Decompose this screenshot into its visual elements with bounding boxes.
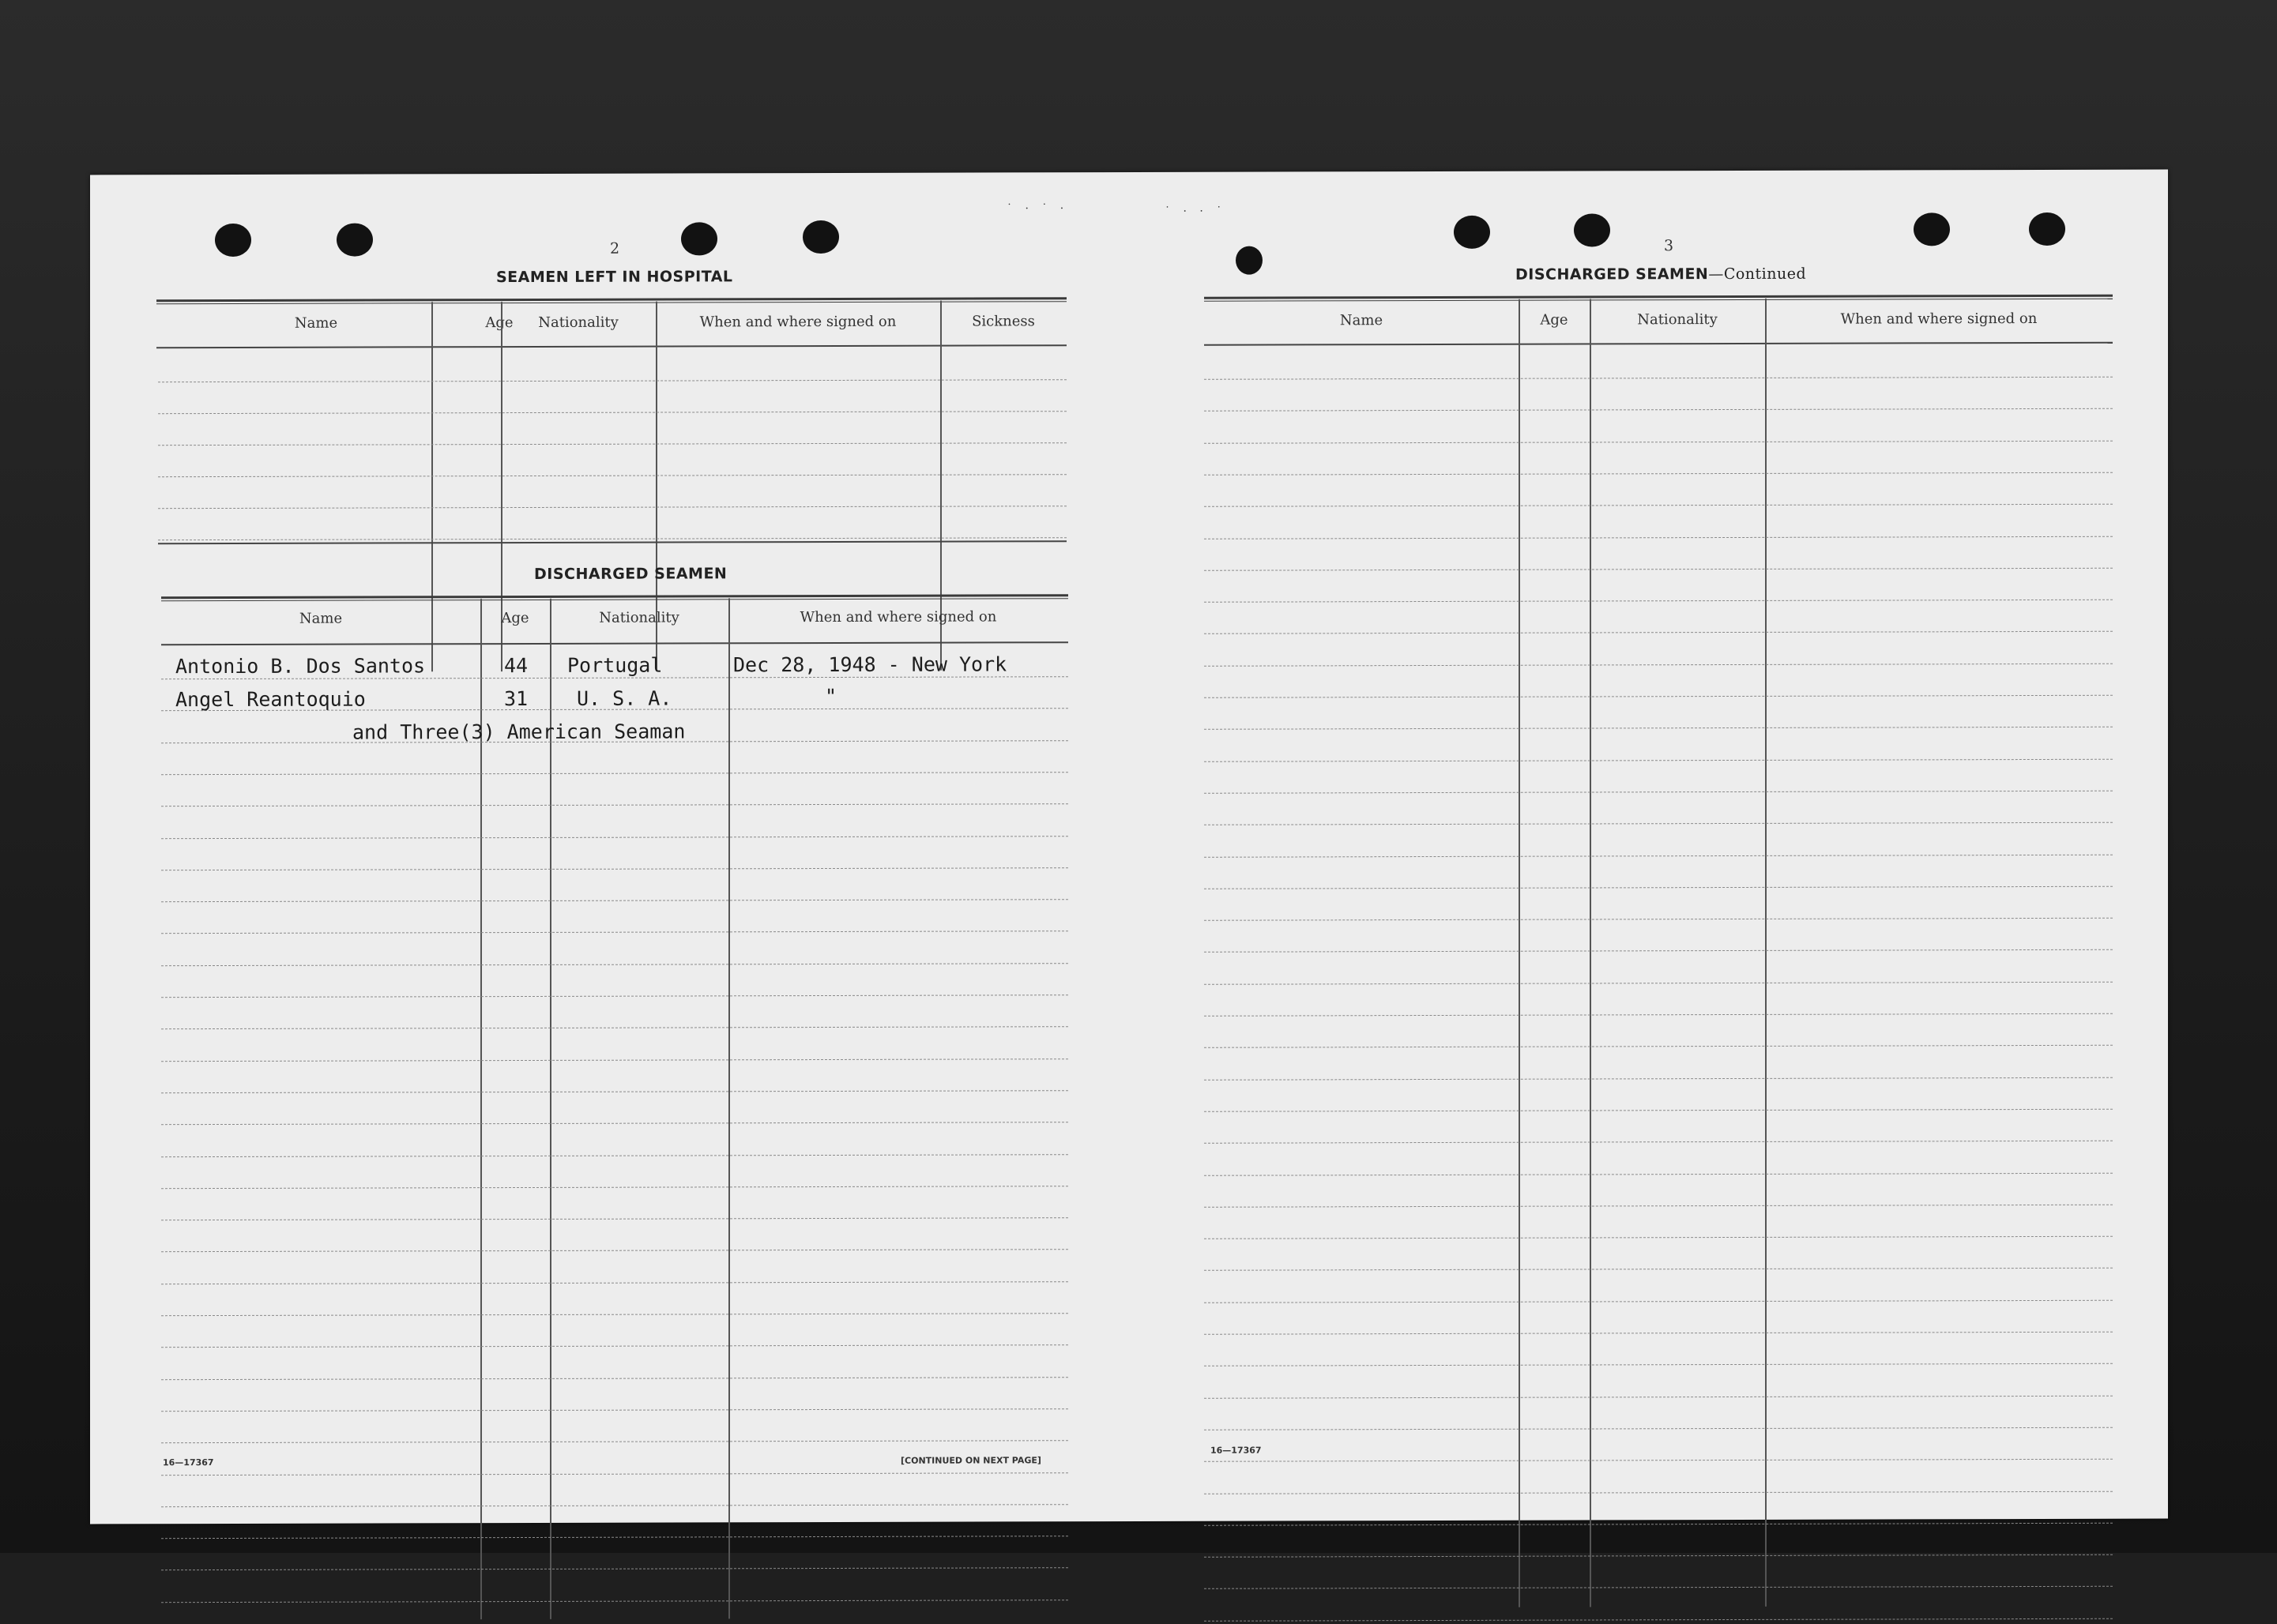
right-row-line (1204, 1299, 2113, 1303)
discharged-row-line (161, 867, 1068, 870)
discharged-row-name: Angel Reantoquio (175, 687, 366, 712)
discharged-row-line (161, 1154, 1068, 1157)
discharged-row-line (161, 772, 1068, 775)
right-row-line (1204, 1268, 2113, 1271)
hospital-section-title: SEAMEN LEFT IN HOSPITAL (496, 268, 733, 287)
hospital-header-signed-on: When and where signed on (699, 313, 897, 331)
hospital-header-nationality: Nationality (538, 314, 619, 331)
discharged-col-divider (550, 599, 551, 1619)
right-row-line (1204, 918, 2113, 921)
right-row-line (1204, 886, 2113, 889)
ink-specks: ˙ · ˙ · (1007, 202, 1069, 216)
discharged-top-rule (161, 594, 1068, 601)
hospital-row-line (158, 474, 1067, 477)
right-row-line (1204, 1141, 2113, 1144)
right-row-line (1204, 727, 2113, 730)
discharged-row-signed-on: Dec 28, 1948 - New York (733, 652, 1007, 677)
right-row-line (1204, 822, 2113, 825)
discharged-col-divider (480, 599, 482, 1619)
discharged-row-line (161, 1472, 1068, 1476)
continued-note: [CONTINUED ON NEXT PAGE] (901, 1455, 1041, 1466)
punch-hole-icon (2029, 212, 2065, 246)
discharged-row-line (161, 1122, 1068, 1125)
right-row-line (1204, 568, 2113, 571)
right-row-line (1204, 791, 2113, 794)
punch-hole-icon (1454, 216, 1490, 249)
punch-hole-icon (681, 222, 717, 255)
discharged-row-name: Antonio B. Dos Santos (175, 654, 426, 679)
right-row-line (1204, 663, 2113, 666)
right-header-signed-on: When and where signed on (1840, 310, 2038, 328)
left-form-number: 16—17367 (163, 1457, 214, 1468)
discharged-row-line (161, 931, 1068, 934)
discharged-header-signed-on: When and where signed on (800, 608, 997, 626)
right-row-line (1204, 1586, 2113, 1589)
right-header-age: Age (1540, 311, 1568, 329)
punch-hole-icon (1574, 213, 1610, 246)
discharged-row-line (161, 963, 1068, 966)
left-page-number: 2 (610, 239, 620, 258)
right-header-name: Name (1339, 312, 1383, 329)
discharged-row-signed-on: " (825, 684, 837, 709)
hospital-row-line (158, 442, 1067, 445)
discharged-row-line (161, 1408, 1068, 1412)
right-row-line (1204, 600, 2113, 603)
right-section-title (1515, 265, 1806, 284)
discharged-row-line (161, 1026, 1068, 1029)
hospital-row-line (158, 537, 1067, 540)
discharged-row-line (161, 1504, 1068, 1507)
hospital-header-name: Name (294, 314, 338, 332)
hospital-row-line (158, 411, 1067, 414)
right-row-line (1204, 1363, 2113, 1366)
right-row-line (1204, 1172, 2113, 1175)
right-col-divider (1765, 299, 1767, 1607)
discharged-row-line (161, 1186, 1068, 1189)
discharged-row-line (161, 1250, 1068, 1253)
right-row-line (1204, 1618, 2113, 1621)
discharged-row-nationality: U. S. A. (577, 686, 672, 710)
discharged-note: and Three(3) American Seaman (352, 720, 686, 744)
discharged-header-name: Name (299, 610, 343, 627)
right-row-line (1204, 472, 2113, 476)
right-row-line (1204, 1045, 2113, 1048)
punch-hole-icon (1236, 246, 1263, 275)
ink-specks: ˙ · · ˙ (1165, 205, 1227, 218)
document-sheet (90, 170, 2168, 1524)
discharged-header-age: Age (501, 609, 529, 627)
discharged-row-line (161, 1440, 1068, 1443)
right-row-line (1204, 1236, 2113, 1239)
hospital-row-line (158, 506, 1067, 509)
right-top-rule (1204, 295, 2113, 302)
right-form-number: 16—17367 (1210, 1445, 1262, 1456)
punch-hole-icon (215, 224, 251, 257)
right-col-divider (1519, 299, 1520, 1607)
discharged-row-line (161, 1090, 1068, 1093)
right-title-suffix: —Continued (1708, 265, 1807, 284)
right-row-line (1204, 1109, 2113, 1112)
discharged-row-line (161, 1313, 1068, 1316)
right-row-line (1204, 1427, 2113, 1430)
right-row-line (1204, 981, 2113, 984)
right-row-line (1204, 1491, 2113, 1494)
right-row-line (1204, 854, 2113, 857)
right-row-line (1204, 1554, 2113, 1558)
discharged-row-line (161, 1217, 1068, 1220)
right-row-line (1204, 1013, 2113, 1017)
discharged-row-line (161, 994, 1068, 998)
punch-hole-icon (337, 224, 373, 257)
right-row-line (1204, 1459, 2113, 1462)
discharged-row-line (161, 899, 1068, 902)
right-col-divider (1590, 299, 1591, 1607)
right-page-number: 3 (1664, 237, 1674, 255)
right-row-line (1204, 695, 2113, 698)
right-row-line (1204, 1205, 2113, 1208)
discharged-section-title: DISCHARGED SEAMEN (534, 565, 728, 583)
hospital-row-line (158, 379, 1067, 382)
discharged-row-line (161, 1600, 1068, 1603)
discharged-row-age: 31 (504, 686, 529, 711)
right-row-line (1204, 504, 2113, 507)
discharged-col-divider (728, 598, 730, 1618)
right-header-rule (1204, 342, 2113, 346)
hospital-bottom-rule (158, 540, 1067, 544)
right-row-line (1204, 536, 2113, 539)
hospital-header-age: Age (485, 314, 514, 332)
discharged-row-line (161, 1281, 1068, 1284)
right-row-line (1204, 1332, 2113, 1335)
right-row-line (1204, 408, 2113, 412)
discharged-row-age: 44 (504, 653, 529, 678)
right-header-nationality: Nationality (1637, 311, 1718, 329)
hospital-header-sickness: Sickness (972, 313, 1035, 330)
discharged-row-nationality: Portugal (567, 653, 663, 677)
right-row-line (1204, 440, 2113, 443)
hospital-header-rule (156, 344, 1067, 348)
discharged-row-line (161, 803, 1068, 806)
discharged-row-line (161, 1344, 1068, 1348)
discharged-row-line (161, 1568, 1068, 1571)
discharged-header-rule (161, 641, 1068, 645)
punch-hole-icon (803, 220, 839, 254)
right-row-line (1204, 1077, 2113, 1080)
right-row-line (1204, 758, 2113, 761)
right-row-line (1204, 949, 2113, 953)
right-row-line (1204, 377, 2113, 380)
discharged-row-line (161, 1377, 1068, 1380)
discharged-row-line (161, 1058, 1068, 1062)
right-row-line (1204, 1395, 2113, 1398)
hospital-top-rule (156, 297, 1067, 304)
discharged-header-nationality: Nationality (599, 609, 679, 626)
punch-hole-icon (1914, 212, 1950, 246)
right-title-main: DISCHARGED SEAMEN (1515, 265, 1709, 284)
discharged-row-line (161, 836, 1068, 839)
right-row-line (1204, 631, 2113, 634)
